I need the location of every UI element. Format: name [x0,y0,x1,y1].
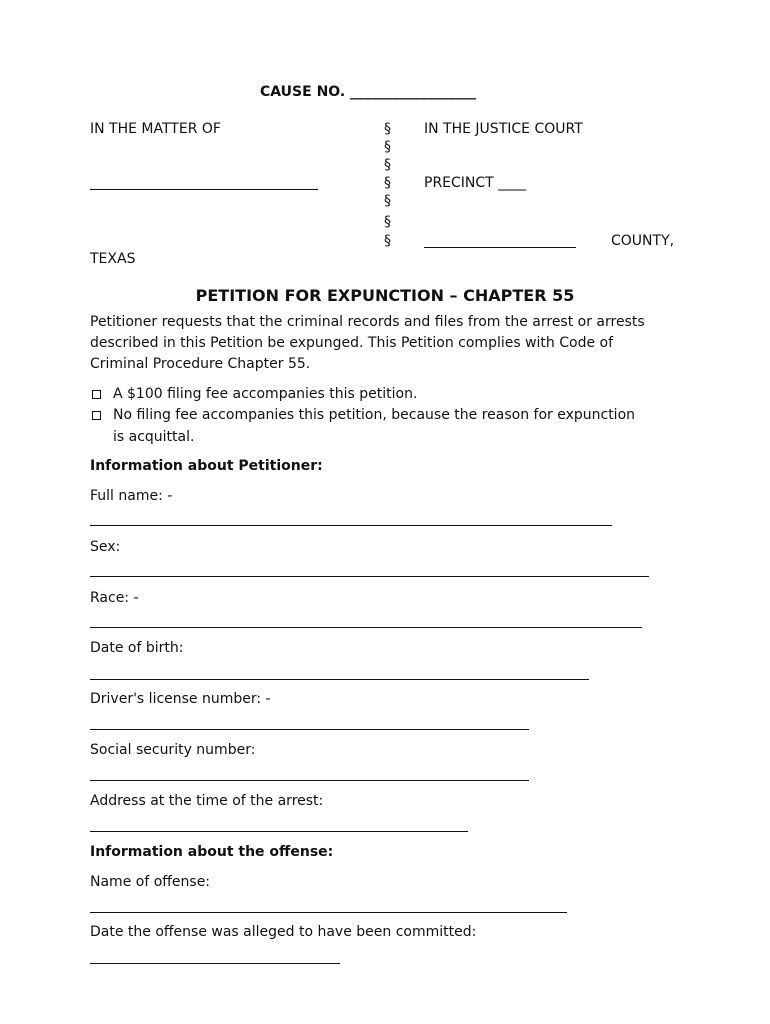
ssn-blank[interactable] [90,780,529,781]
petitioner-name-blank[interactable] [90,189,318,190]
offense-heading: Information about the offense: [90,844,334,860]
date-of-birth-label: Date of birth: [90,640,184,656]
drivers-license-label: Driver's license number: - [90,691,271,707]
race-label: Race: - [90,590,139,606]
texas-label: TEXAS [90,251,136,267]
intro-paragraph: Petitioner requests that the criminal records and files from the arrest or arrests described in this Petition be expunged. This Petition complies with Code of Criminal Procedure Chapter 55. [90,314,645,372]
county-name-blank[interactable] [424,247,576,248]
arrest-address-blank[interactable] [90,831,468,832]
checkbox-filing-fee[interactable] [92,390,101,399]
section-symbol: § [384,139,391,155]
county-label: COUNTY, [611,233,675,249]
section-symbol: § [384,233,391,249]
drivers-license-blank[interactable] [90,729,529,730]
section-symbol: § [384,193,391,209]
precinct-label: PRECINCT ____ [424,175,527,191]
date-of-birth-blank[interactable] [90,679,589,680]
section-symbol: § [384,121,391,137]
section-symbol: § [384,175,391,191]
race-blank[interactable] [90,627,642,628]
arrest-address-label: Address at the time of the arrest: [90,793,324,809]
full-name-blank[interactable] [90,525,612,526]
section-symbol: § [384,157,391,173]
document-title: PETITION FOR EXPUNCTION – CHAPTER 55 [195,286,575,305]
checkbox-filing-fee-label: A $100 filing fee accompanies this petition. [113,386,418,402]
in-matter-of-label: IN THE MATTER OF [90,121,221,137]
offense-date-label: Date the offense was alleged to have been committed: [90,924,477,940]
section-symbol: § [384,214,391,230]
ssn-label: Social security number: [90,742,256,758]
offense-name-blank[interactable] [90,912,567,913]
sex-label: Sex: [90,539,121,555]
offense-name-label: Name of offense: [90,874,211,890]
sex-blank[interactable] [90,576,649,577]
checkbox-no-filing-fee-label-cont: is acquittal. [113,429,195,445]
cause-number: CAUSE NO. __________________ [260,84,477,100]
checkbox-no-filing-fee-label: No filing fee accompanies this petition, because the reason for expunction [113,407,636,423]
petitioner-heading: Information about Petitioner: [90,458,323,474]
full-name-label: Full name: - [90,488,173,504]
justice-court-label: IN THE JUSTICE COURT [424,121,583,137]
offense-date-blank[interactable] [90,963,340,964]
checkbox-no-filing-fee[interactable] [92,411,101,420]
